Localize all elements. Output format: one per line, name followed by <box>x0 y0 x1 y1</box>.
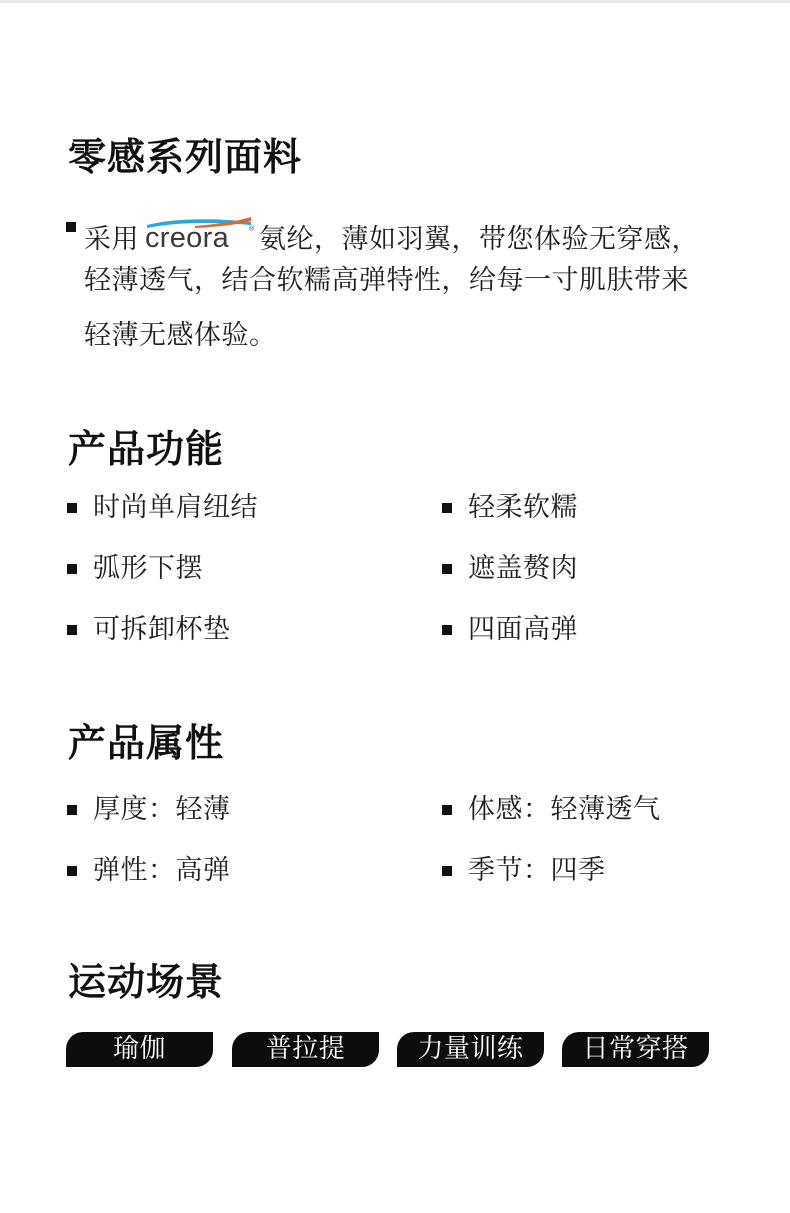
scene-tag-yoga: 瑜伽 <box>66 1032 213 1067</box>
function-item-label: 时尚单肩纽结 <box>93 492 258 523</box>
scenes-section-title: 运动场景 <box>68 960 225 1004</box>
bullet-icon <box>67 625 77 635</box>
bullet-icon <box>442 805 452 815</box>
scene-tag-daily-wear: 日常穿搭 <box>562 1032 709 1067</box>
function-item-label: 轻柔软糯 <box>468 492 578 523</box>
fabric-line-3: 轻薄无感体验。 <box>84 320 277 351</box>
bullet-icon <box>67 805 77 815</box>
scene-tag-pilates: 普拉提 <box>232 1032 379 1067</box>
creora-logo-text: creora <box>145 222 229 254</box>
function-item-label: 四面高弹 <box>468 614 578 645</box>
bullet-icon <box>67 503 77 513</box>
function-item <box>93 616 231 643</box>
bullet-icon <box>442 503 452 513</box>
attribute-item-label: 弹性：高弹 <box>93 855 231 886</box>
attribute-item-label: 厚度：轻薄 <box>93 794 231 825</box>
function-item-label: 遮盖赘肉 <box>468 553 578 584</box>
fabric-section-title: 零感系列面料 <box>68 135 303 179</box>
function-item-label: 弧形下摆 <box>93 553 203 584</box>
bullet-icon <box>442 866 452 876</box>
bullet-icon <box>66 222 76 232</box>
attribute-item <box>468 796 661 823</box>
attribute-item <box>468 857 606 884</box>
function-item <box>468 494 578 521</box>
creora-logo <box>145 216 255 252</box>
fabric-line-1 <box>84 212 699 253</box>
scene-tag-strength-training: 力量训练 <box>397 1032 544 1067</box>
attributes-section-title: 产品属性 <box>68 721 225 765</box>
attribute-item-label: 季节：四季 <box>468 855 606 886</box>
top-divider <box>0 0 790 3</box>
function-item <box>468 555 578 582</box>
fabric-line-1-prefix: 采用 <box>84 224 139 255</box>
registered-mark: ® <box>249 226 255 233</box>
attribute-item <box>93 796 231 823</box>
function-item <box>468 616 578 643</box>
fabric-line-1-suffix: 氨纶，薄如羽翼，带您体验无穿感， <box>259 224 699 255</box>
function-item <box>93 555 203 582</box>
bullet-icon <box>67 564 77 574</box>
fabric-line-2: 轻薄透气，结合软糯高弹特性，给每一寸肌肤带来 <box>84 265 689 296</box>
function-item-label: 可拆卸杯垫 <box>93 614 231 645</box>
attribute-item <box>93 857 231 884</box>
bullet-icon <box>67 866 77 876</box>
attribute-item-label: 体感：轻薄透气 <box>468 794 661 825</box>
function-item <box>93 494 258 521</box>
bullet-icon <box>442 625 452 635</box>
bullet-icon <box>442 564 452 574</box>
functions-section-title: 产品功能 <box>68 427 225 471</box>
